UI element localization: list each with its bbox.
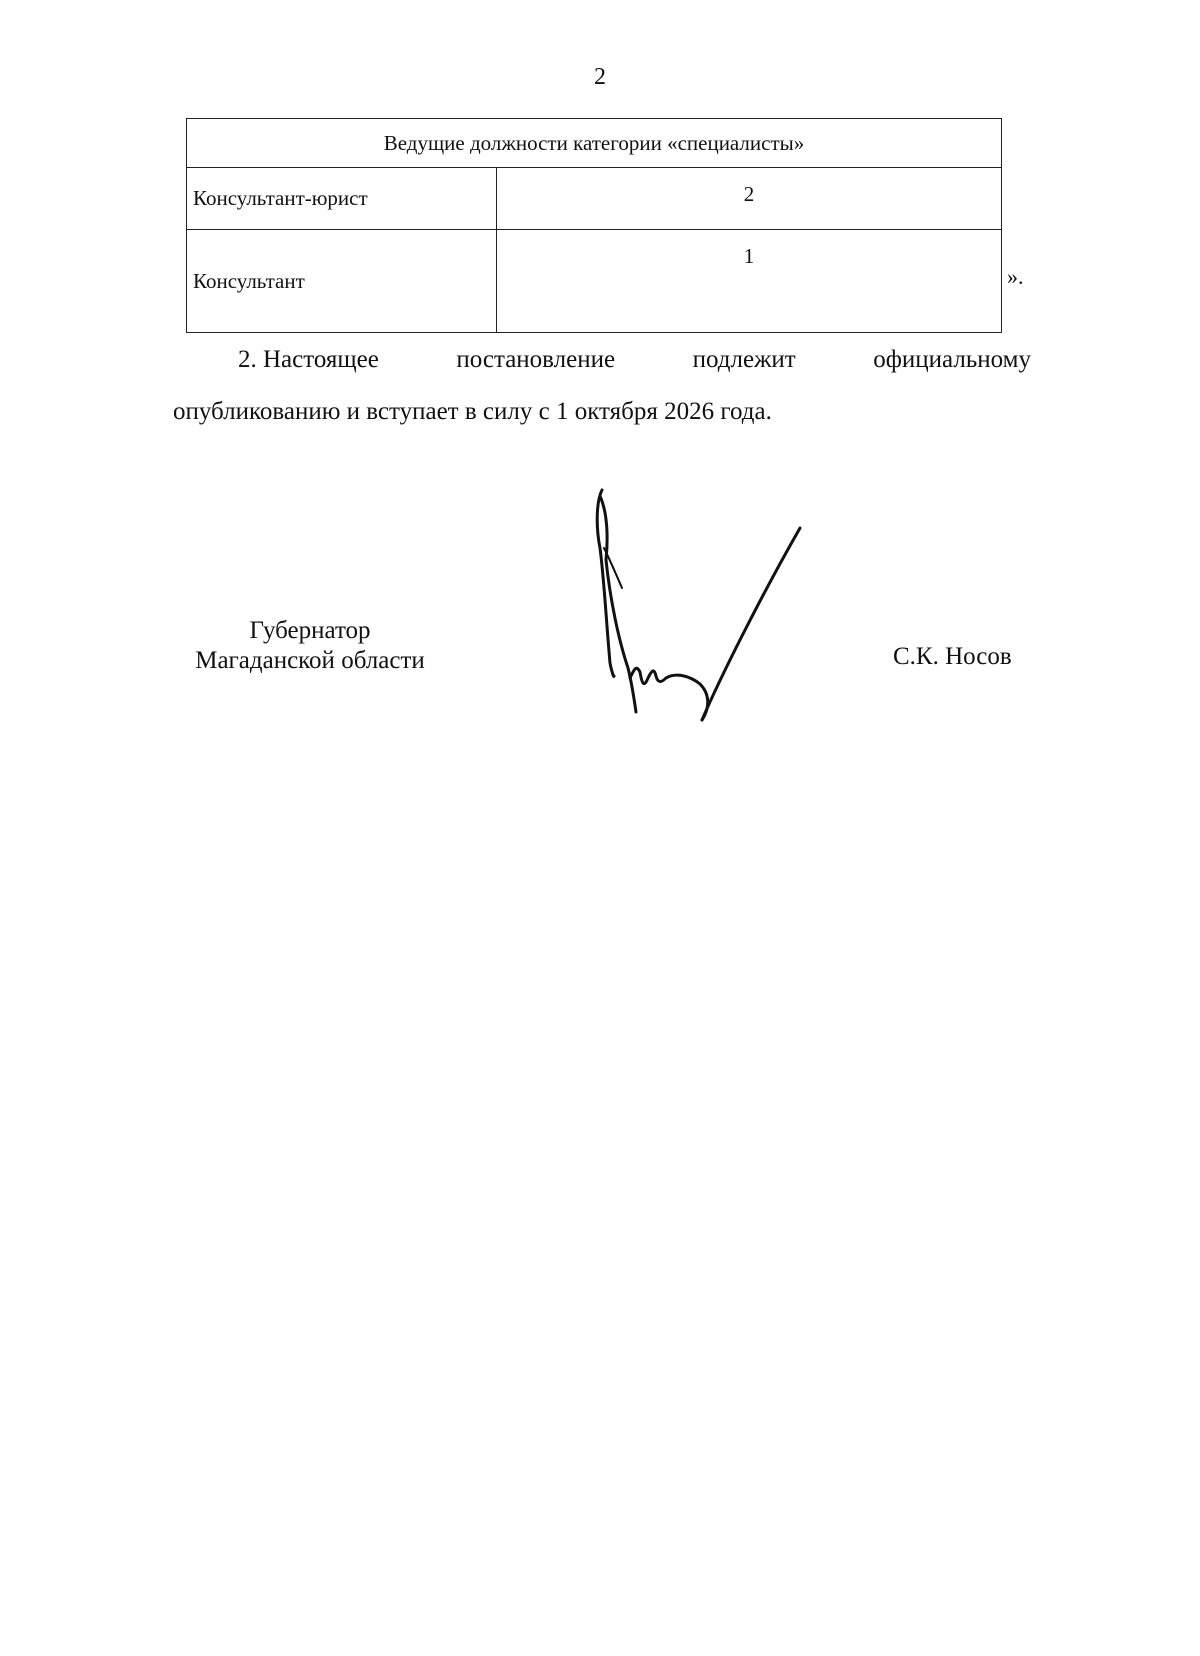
position-name-cell: Консультант [187,230,497,333]
paragraph-word: 2. Настоящее [238,346,379,373]
table-header-row [187,119,1002,168]
page-number: 2 [594,64,606,90]
signer-title-line-1: Губернатор [249,617,371,644]
table-row [187,168,1002,230]
position-count-cell: 1 [497,230,1002,333]
closing-quote: ». [1007,264,1024,289]
signer-title-line-2: Магаданской области [195,647,425,674]
staff-positions-table [186,118,1002,333]
paragraph-line-2: опубликованию и вступает в силу с 1 октября 2026 года. [173,398,772,425]
table-header-cell: Ведущие должности категории «специалисты» [187,119,1002,168]
paragraph-word: постановление [456,346,616,373]
table-row [187,230,1002,333]
paragraph-line-1 [238,346,1031,374]
paragraph-word: официальному [873,346,1031,373]
position-name-cell: Консультант-юрист [187,168,497,230]
handwritten-signature-icon [570,488,830,738]
signer-name: С.К. Носов [893,643,1012,670]
signer-title [160,616,460,676]
paragraph-word: подлежит [692,346,796,373]
position-count-cell: 2 [497,168,1002,230]
